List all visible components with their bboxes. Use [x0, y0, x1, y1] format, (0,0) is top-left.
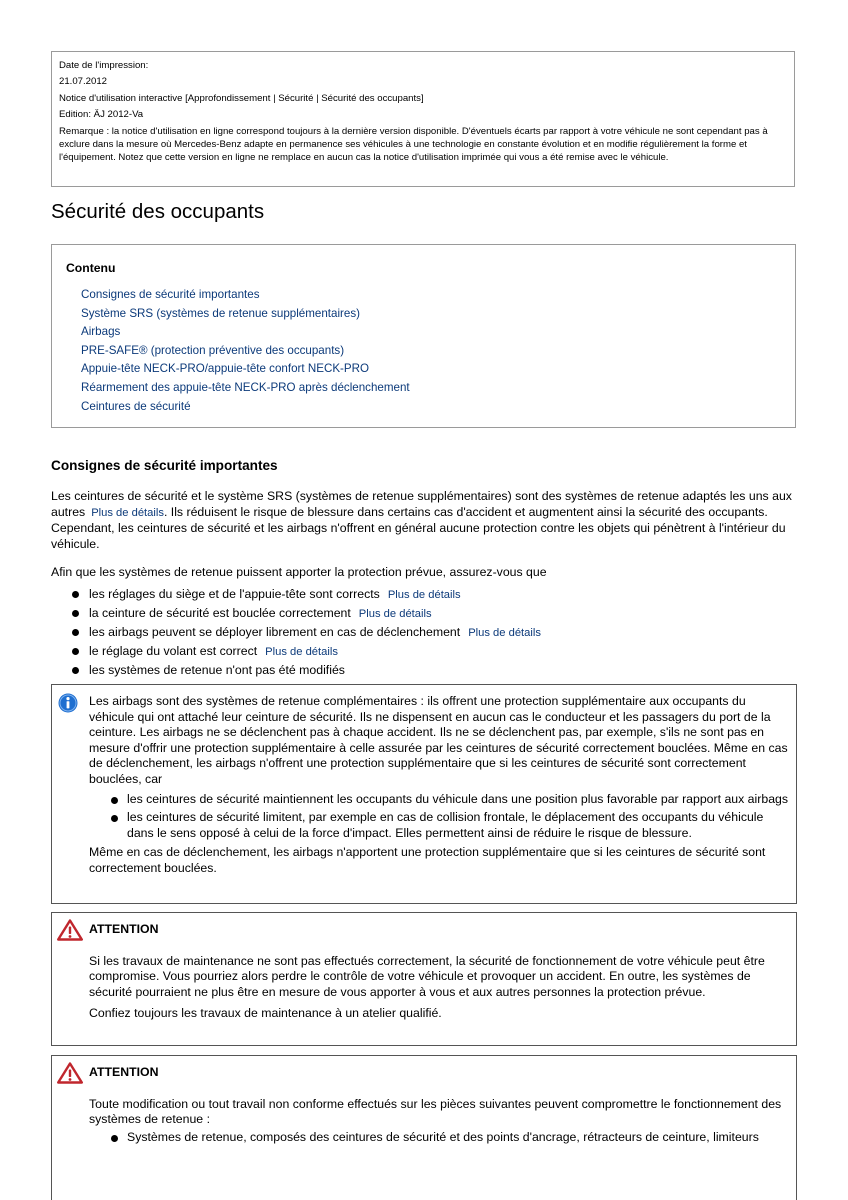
info-paragraph: Les airbags sont des systèmes de retenue complémentaires : ils offrent une protection supplémentaire aux occupants du véhicule qui ont attaché leur ceinture de sécurité. Ils ne dispensent en aucun cas le conducteur et les passagers du port de la ceinture. Les airbags ne se déclenchent pas à chaque accident. Ils ne se déclenchent pas, par exemple, s'ils ne sont pas en mesure d'offrir une protection supplémentaire à celle assurée par les ceintures de sécurité correctement bouclées. Même en cas de déclenchement, les airbags n'offrent une protection supplémentaire que si les ceintures de sécurité sont correctement bouclées, car	[89, 694, 788, 786]
warning-box	[51, 912, 797, 1046]
list-item: les airbags peuvent se déployer librement en cas de déclenchement Plus de détails	[72, 623, 541, 642]
toc-link-srs[interactable]: Système SRS (systèmes de retenue supplémentaires)	[81, 306, 361, 320]
bullet-icon	[72, 648, 79, 655]
warning-paragraph: Toute modification ou tout travail non conforme effectués sur les pièces suivantes peuvent compromettre le fonctionnement des systèmes de retenue :	[89, 1096, 782, 1127]
section-title: Consignes de sécurité importantes	[51, 458, 278, 473]
warning-sub-list	[89, 1130, 791, 1146]
list-item: le réglage du volant est correct Plus de détails	[72, 642, 541, 661]
info-note	[51, 684, 797, 904]
bullet-icon	[111, 1135, 118, 1142]
table-of-contents	[51, 244, 796, 428]
details-link[interactable]: Plus de détails	[91, 506, 164, 519]
info-sub-list	[89, 792, 791, 842]
list-item: les réglages du siège et de l'appuie-tête sont corrects Plus de détails	[72, 585, 541, 604]
warning-body	[89, 1065, 791, 1149]
details-link[interactable]: Plus de détails	[468, 627, 541, 639]
document-path: Notice d'utilisation interactive [Approfondissement | Sécurité | Sécurité des occupants]	[59, 92, 424, 104]
list-item: les systèmes de retenue n'ont pas été modifiés	[72, 661, 541, 680]
warning-title: ATTENTION	[89, 1065, 159, 1079]
toc-link-neck-pro[interactable]: Appuie-tête NECK-PRO/appuie-tête confort NECK-PRO	[81, 362, 370, 376]
intro-text-b: . Ils réduisent le risque de blessure dans certains cas d'accident et augmentent ainsi la sécurité des occupants. Cependant, les ceintures de sécurité et les airbags n'offrent en général aucune protection contre les objets qui pénètrent à l'intérieur du véhicule.	[51, 504, 786, 551]
details-link[interactable]: Plus de détails	[387, 589, 461, 601]
edition: Edition: ÄJ 2012-Va	[59, 109, 144, 121]
bullet-icon	[72, 591, 79, 598]
list-item: les ceintures de sécurité limitent, par exemple en cas de collision frontale, le déplacement des occupants du véhicule dans le sens opposé à celui de la force d'impact. Elles permettent ainsi de réduire le risque de blessure.	[111, 810, 791, 841]
remark: Remarque : la notice d'utilisation en ligne correspond toujours à la dernière version disponible. D'éventuels écarts par rapport à votre véhicule ne sont cependant pas à exclure dans la mesure où Mercedes-Benz adapte en permanence ses véhicules à une technologie en constante évolution et en modifie régulièrement la forme et l'équipement. Notez que cette version en ligne ne remplace en aucun cas la notice d'utilisation imprimée qui vous a été remise avec le véhicule.	[59, 125, 768, 164]
warning-paragraph: Confiez toujours les travaux de maintenance à un atelier qualifié.	[89, 1006, 442, 1021]
list-item: Systèmes de retenue, composés des ceintures de sécurité et des points d'ancrage, rétracteurs de ceinture, limiteurs	[111, 1130, 791, 1146]
toc-title: Contenu	[66, 261, 116, 275]
toc-link-pre-safe[interactable]: PRE-SAFE® (protection préventive des occupants)	[81, 343, 345, 357]
intro-text-a: Les ceintures de sécurité et le système SRS (systèmes de retenue supplémentaires) sont des systèmes de retenue adaptés les uns aux autres	[51, 489, 792, 519]
toc-list	[81, 286, 410, 416]
page-title: Sécurité des occupants	[51, 200, 265, 223]
bullet-icon	[111, 815, 118, 822]
warning-body	[89, 922, 791, 1022]
toc-link-airbags[interactable]: Airbags	[81, 325, 121, 339]
section-lead: Afin que les systèmes de retenue puissent apporter la protection prévue, assurez-vous que	[51, 565, 547, 579]
bullet-icon	[72, 667, 79, 674]
print-date: 21.07.2012	[59, 76, 108, 88]
toc-link-safety-instructions[interactable]: Consignes de sécurité importantes	[81, 288, 260, 301]
warning-paragraph: Si les travaux de maintenance ne sont pas effectués correctement, la sécurité de fonctionnement de votre véhicule peut être compromise. Vous pourriez alors perdre le contrôle de votre véhicule et provoquer un accident. En outre, les systèmes de sécurité pourraient ne plus être en mesure de vous apporter à vous et aux autres personnes la protection prévue.	[89, 953, 765, 999]
info-icon	[58, 693, 78, 718]
warning-box	[51, 1055, 797, 1200]
print-date-label: Date de l'impression:	[59, 60, 149, 71]
warning-title: ATTENTION	[89, 922, 159, 936]
section-intro	[51, 489, 801, 552]
requirements-list	[72, 585, 541, 680]
toc-link-seat-belts[interactable]: Ceintures de sécurité	[81, 399, 191, 413]
list-item: la ceinture de sécurité est bouclée correctement Plus de détails	[72, 604, 541, 623]
bullet-icon	[111, 797, 118, 804]
info-note-body	[89, 694, 791, 877]
bullet-icon	[72, 629, 79, 636]
list-item: les ceintures de sécurité maintiennent les occupants du véhicule dans une position plus favorable par rapport aux airbags	[111, 792, 791, 808]
details-link[interactable]: Plus de détails	[358, 608, 432, 620]
warning-triangle-icon	[57, 919, 83, 946]
info-paragraph: Même en cas de déclenchement, les airbags n'apportent une protection supplémentaire que si les ceintures de sécurité sont correctement bouclées.	[89, 845, 766, 875]
warning-triangle-icon	[57, 1062, 83, 1089]
bullet-icon	[72, 610, 79, 617]
details-link[interactable]: Plus de détails	[265, 646, 338, 658]
print-metadata-box	[51, 51, 795, 187]
toc-link-neck-pro-reset[interactable]: Réarmement des appuie-tête NECK-PRO après déclenchement	[81, 380, 410, 394]
